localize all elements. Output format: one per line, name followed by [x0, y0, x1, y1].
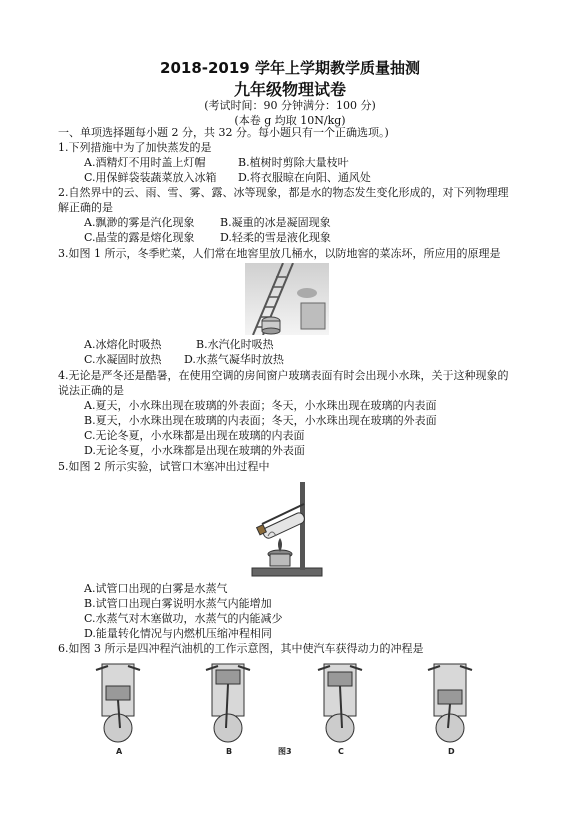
q4-option-a: A.夏天，小水珠出现在玻璃的外表面；冬天，小水珠出现在玻璃的内表面 [84, 399, 437, 412]
q4-stem: 4.无论是严冬还是酷暑，在使用空调的房间窗户玻璃表面有时会出现小水珠，关于这种现象的 [58, 369, 509, 382]
q1-option-d: D.将衣服晾在向阳、通风处 [238, 171, 371, 184]
figure-3-caption: 图3 [278, 747, 292, 756]
q2-option-b: B.凝重的冰是凝固现象 [220, 216, 331, 229]
figure-2-test-tube [248, 476, 328, 578]
q1-stem: 1.下列措施中为了加快蒸发的是 [58, 141, 212, 154]
q5-option-d: D.能量转化情况与内燃机压缩冲程相同 [84, 627, 272, 640]
engine-stroke-c [318, 664, 362, 756]
q1-option-a: A.酒精灯不用时盖上灯帽 [84, 156, 206, 169]
exam-info: (考试时间：90 分钟满分：100 分) [204, 99, 376, 112]
q5-option-c: C.水蒸气对木塞做功，水蒸气的内能减少 [84, 612, 283, 625]
engine-stroke-a [96, 664, 140, 756]
q4-option-d: D.无论冬夏，小水珠都是出现在玻璃的外表面 [84, 444, 305, 457]
q3-option-d: D.水蒸气凝华时放热 [184, 353, 284, 366]
engine-label-d: D [448, 747, 455, 756]
q5-option-a: A.试管口出现的白雾是水蒸气 [84, 582, 228, 595]
q3-option-c: C.水凝固时放热 [84, 353, 162, 366]
q1-option-b: B.植树时剪除大量枝叶 [238, 156, 349, 169]
q3-stem: 3.如图 1 所示，冬季贮菜，人们常在地窖里放几桶水，以防地窖的菜冻坏，所应用的原理是 [58, 247, 501, 260]
section-heading: 一、单项选择题每小题 2 分，共 32 分。每小题只有一个正确选项。) [58, 126, 389, 139]
q5-stem: 5.如图 2 所示实验，试管口木塞冲出过程中 [58, 460, 270, 473]
engine-label-c: C [338, 747, 344, 756]
engine-stroke-b [206, 664, 250, 756]
exam-title: 2018-2019 学年上学期教学质量抽测 [160, 59, 420, 77]
figure-1-cellar [245, 263, 329, 335]
q2-option-c: C.晶莹的露是熔化现象 [84, 231, 195, 244]
exam-subtitle: 九年级物理试卷 [233, 80, 346, 99]
q2-option-d: D.轻柔的雪是液化现象 [220, 231, 331, 244]
q2-stem-cont: 解正确的是 [58, 201, 113, 214]
engine-label-a: A [116, 747, 123, 756]
figure-3-engine-strokes [80, 660, 500, 760]
q5-option-b: B.试管口出现白雾说明水蒸气内能增加 [84, 597, 272, 610]
q4-option-b: B.夏天，小水珠出现在玻璃的内表面；冬天，小水珠出现在玻璃的外表面 [84, 414, 437, 427]
engine-stroke-d [428, 664, 472, 756]
q6-stem: 6.如图 3 所示是四冲程汽油机的工作示意图，其中使汽车获得动力的冲程是 [58, 642, 424, 655]
q3-option-b: B.水汽化时吸热 [196, 338, 274, 351]
q2-stem: 2.自然界中的云、雨、雪、雾、露、冰等现象，都是水的物态发生变化形成的，对下列物理理 [58, 186, 509, 199]
engine-label-b: B [226, 747, 233, 756]
exam-note: (本卷 g 均取 10N/kg) [234, 114, 346, 127]
q4-option-c: C.无论冬夏，小水珠都是出现在玻璃的内表面 [84, 429, 305, 442]
q3-option-a: A.冰熔化时吸热 [84, 338, 162, 351]
q2-option-a: A.飘渺的雾是汽化现象 [84, 216, 195, 229]
q1-option-c: C.用保鲜袋装蔬菜放入冰箱 [84, 171, 217, 184]
q4-stem-cont: 说法正确的是 [58, 384, 124, 397]
